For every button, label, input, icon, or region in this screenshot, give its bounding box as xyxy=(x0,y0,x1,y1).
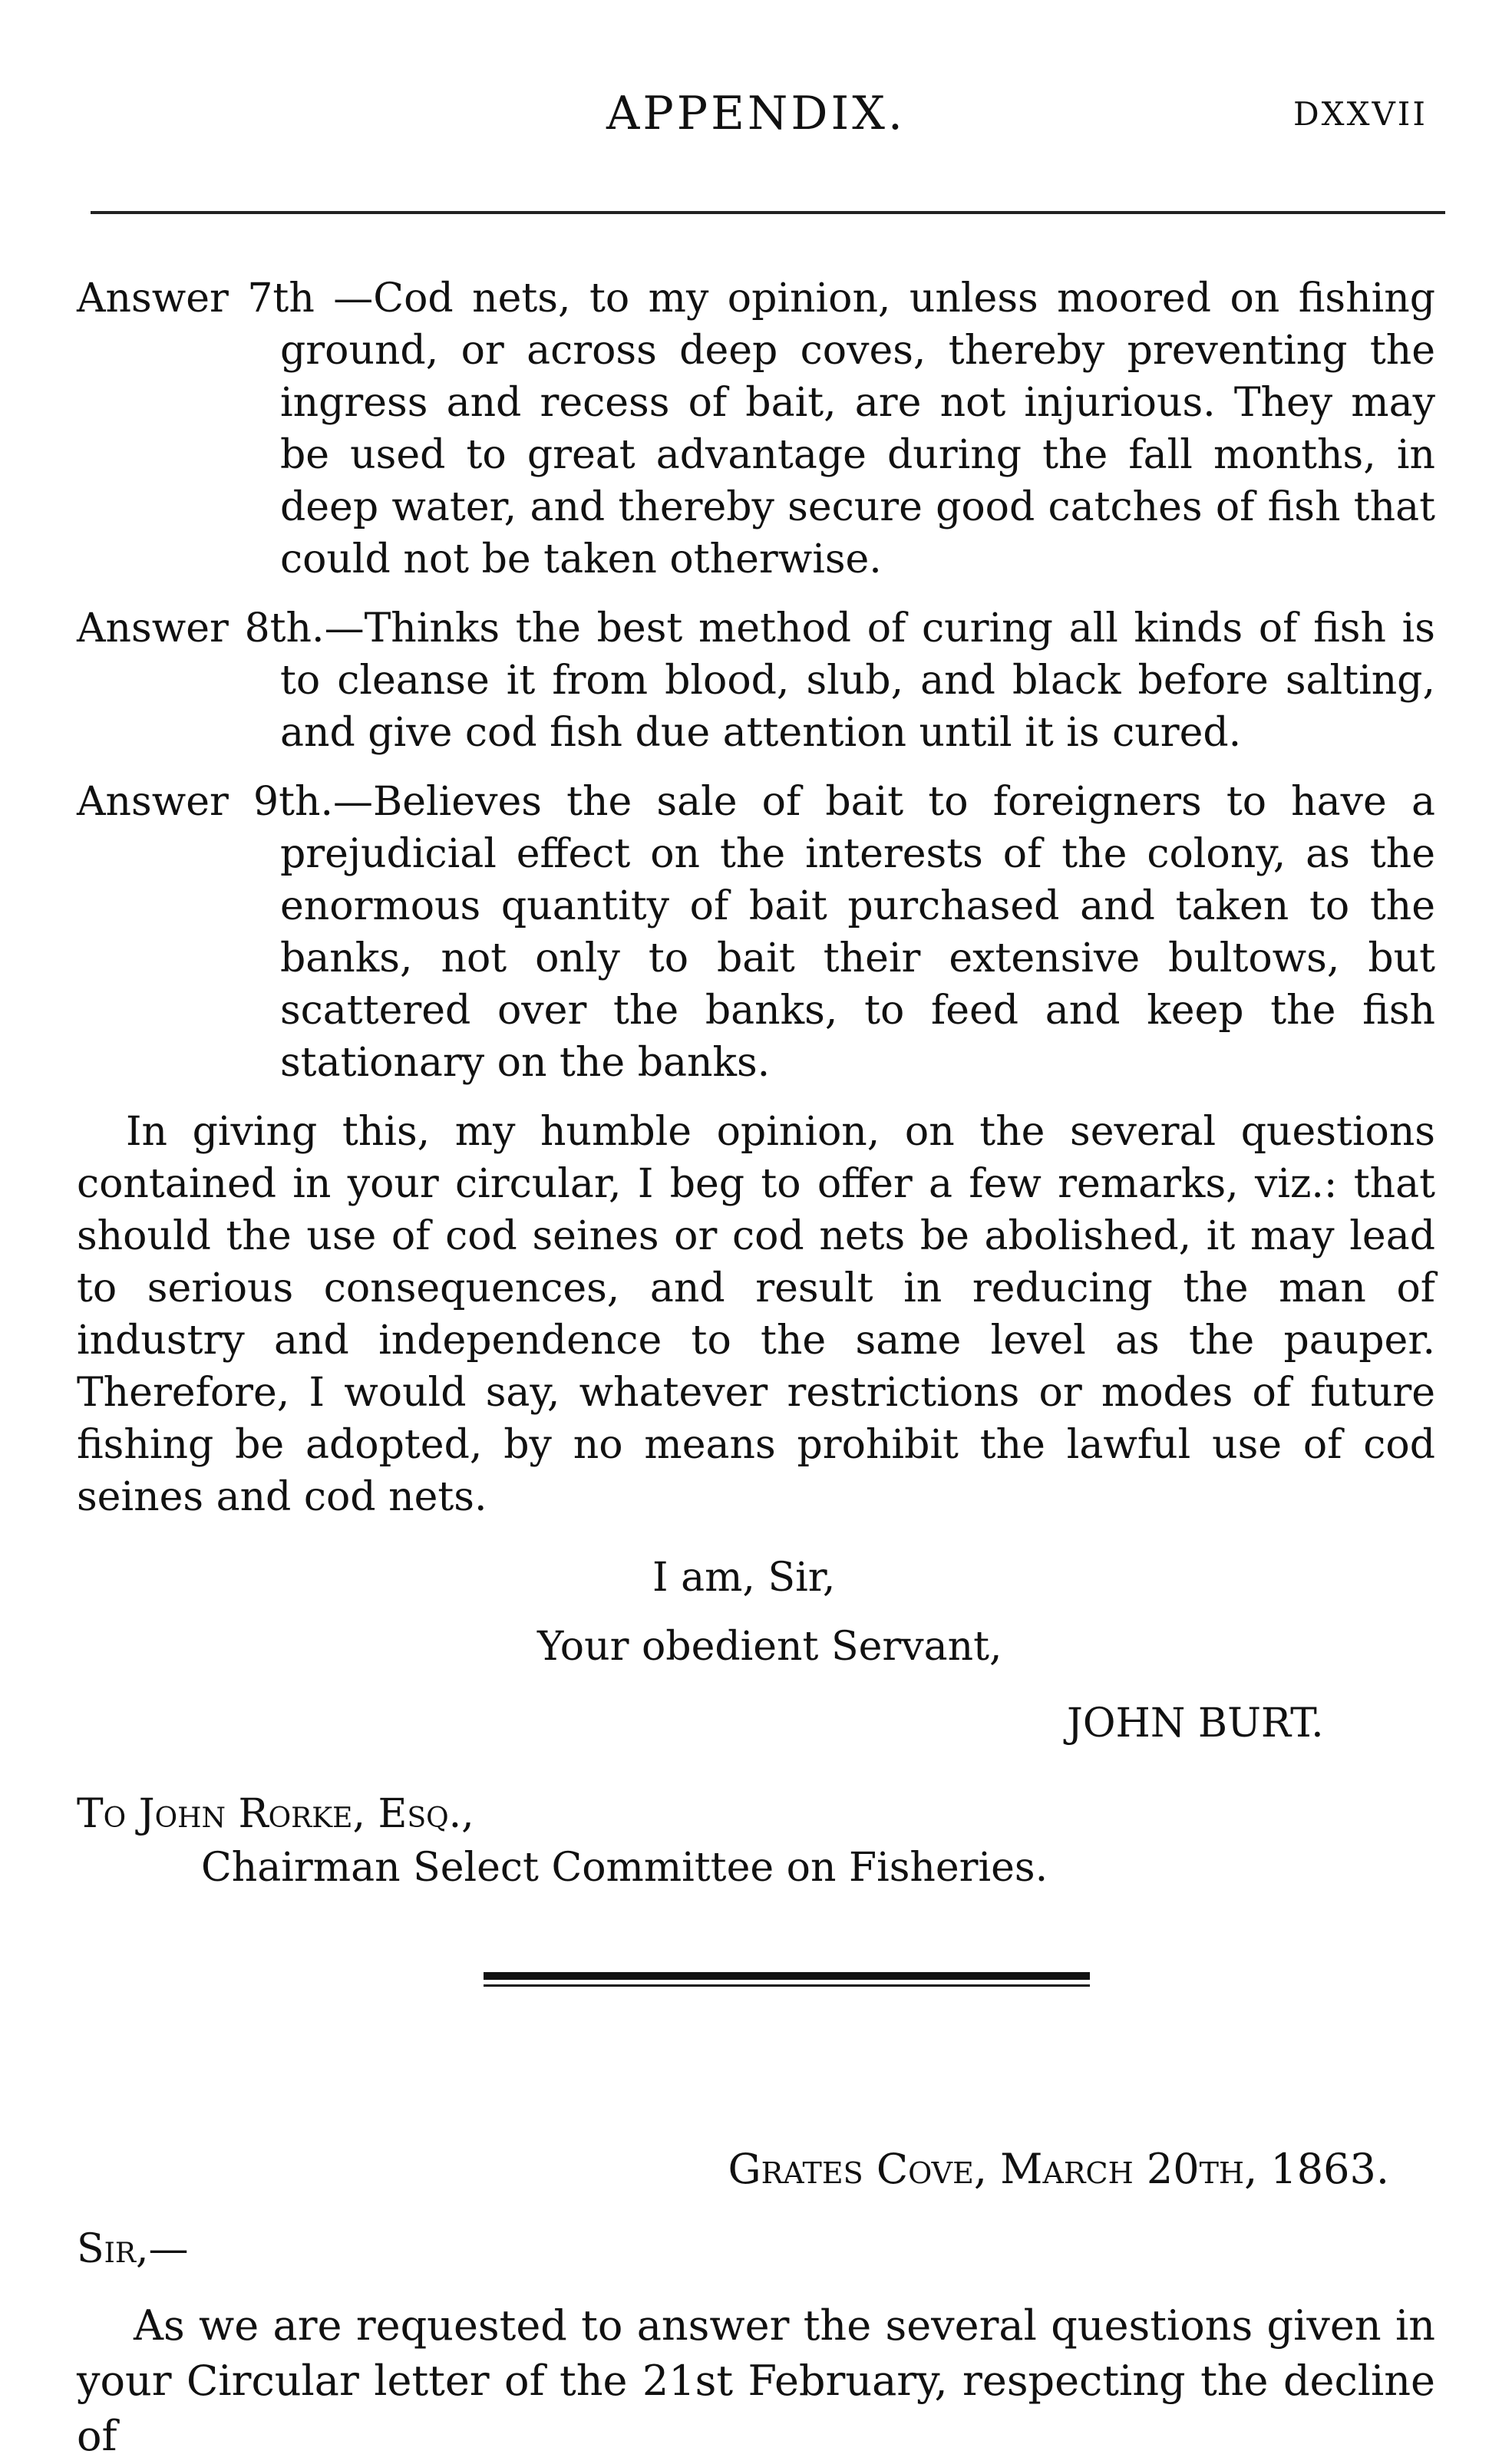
answer-text: —Cod nets, to my opinion, unless moored on fishing ground, or across deep coves, thereby preventing the ingress and recess of bait, are not injurious. They may be used to great advantage during the fall months, in deep water, and thereby secure good catches of fish that could not be taken otherwise. xyxy=(280,275,1435,582)
signature: JOHN BURT. xyxy=(1067,1700,1324,1747)
answer-text: —Believes the sale of bait to foreigners to have a prejudicial effect on the interests of the colony, as the enormous quantity of bait purchased and taken to the banks, not only to bait their extensive bultows, but scattered over the banks, to feed and keep the fish stationary on the banks. xyxy=(280,779,1435,1086)
salutation xyxy=(77,2226,189,2272)
addressee-name: To John Rorke, Esq., xyxy=(77,1791,474,1837)
answer-label: Answer 8th. xyxy=(77,605,325,651)
section-divider xyxy=(484,1972,1090,1987)
answer-label: Answer 9th. xyxy=(77,779,334,825)
answers-section xyxy=(77,272,1435,1523)
dateline-text: Grates Cove, March 20th, 1863. xyxy=(728,2145,1389,2193)
running-header-title: APPENDIX. xyxy=(606,87,906,140)
header-rule xyxy=(91,211,1445,214)
addressee-line-1 xyxy=(77,1788,474,1840)
answer-8 xyxy=(77,602,1435,759)
answer-label: Answer 7th xyxy=(77,275,315,322)
answer-9 xyxy=(77,776,1435,1089)
dateline xyxy=(728,2145,1389,2193)
closing-paragraph: In giving this, my humble opinion, on the several questions contained in your circular, I beg to offer a few remarks, viz.: that should the use of cod seines or cod nets be abolished, it may lead to serious consequences, and result in reducing the man of industry and independence to the same level as the pauper. Therefore, I would say, whatever restrictions or modes of future fishing be adopted, by no means prohibit the lawful use of cod seines and cod nets. xyxy=(77,1109,1435,1520)
answer-text: —Thinks the best method of curing all kinds of fish is to cleanse it from blood, slub, and black before salting, and give cod fish due attention until it is cured. xyxy=(280,605,1435,756)
divider-thin-rule xyxy=(484,1984,1090,1987)
letter-body: As we are requested to answer the several questions given in your Circular letter of the 21st February, respecting the decline of xyxy=(77,2301,1435,2460)
salutation-text: Sir,— xyxy=(77,2226,189,2272)
signoff-line-1: I am, Sir, xyxy=(652,1555,836,1601)
page-number: DXXVII xyxy=(1293,95,1428,133)
signoff-line-2: Your obedient Servant, xyxy=(537,1624,1002,1670)
addressee-line-2: Chairman Select Committee on Fisheries. xyxy=(201,1845,1048,1891)
answer-7 xyxy=(77,272,1435,585)
divider-thick-rule xyxy=(484,1972,1090,1980)
